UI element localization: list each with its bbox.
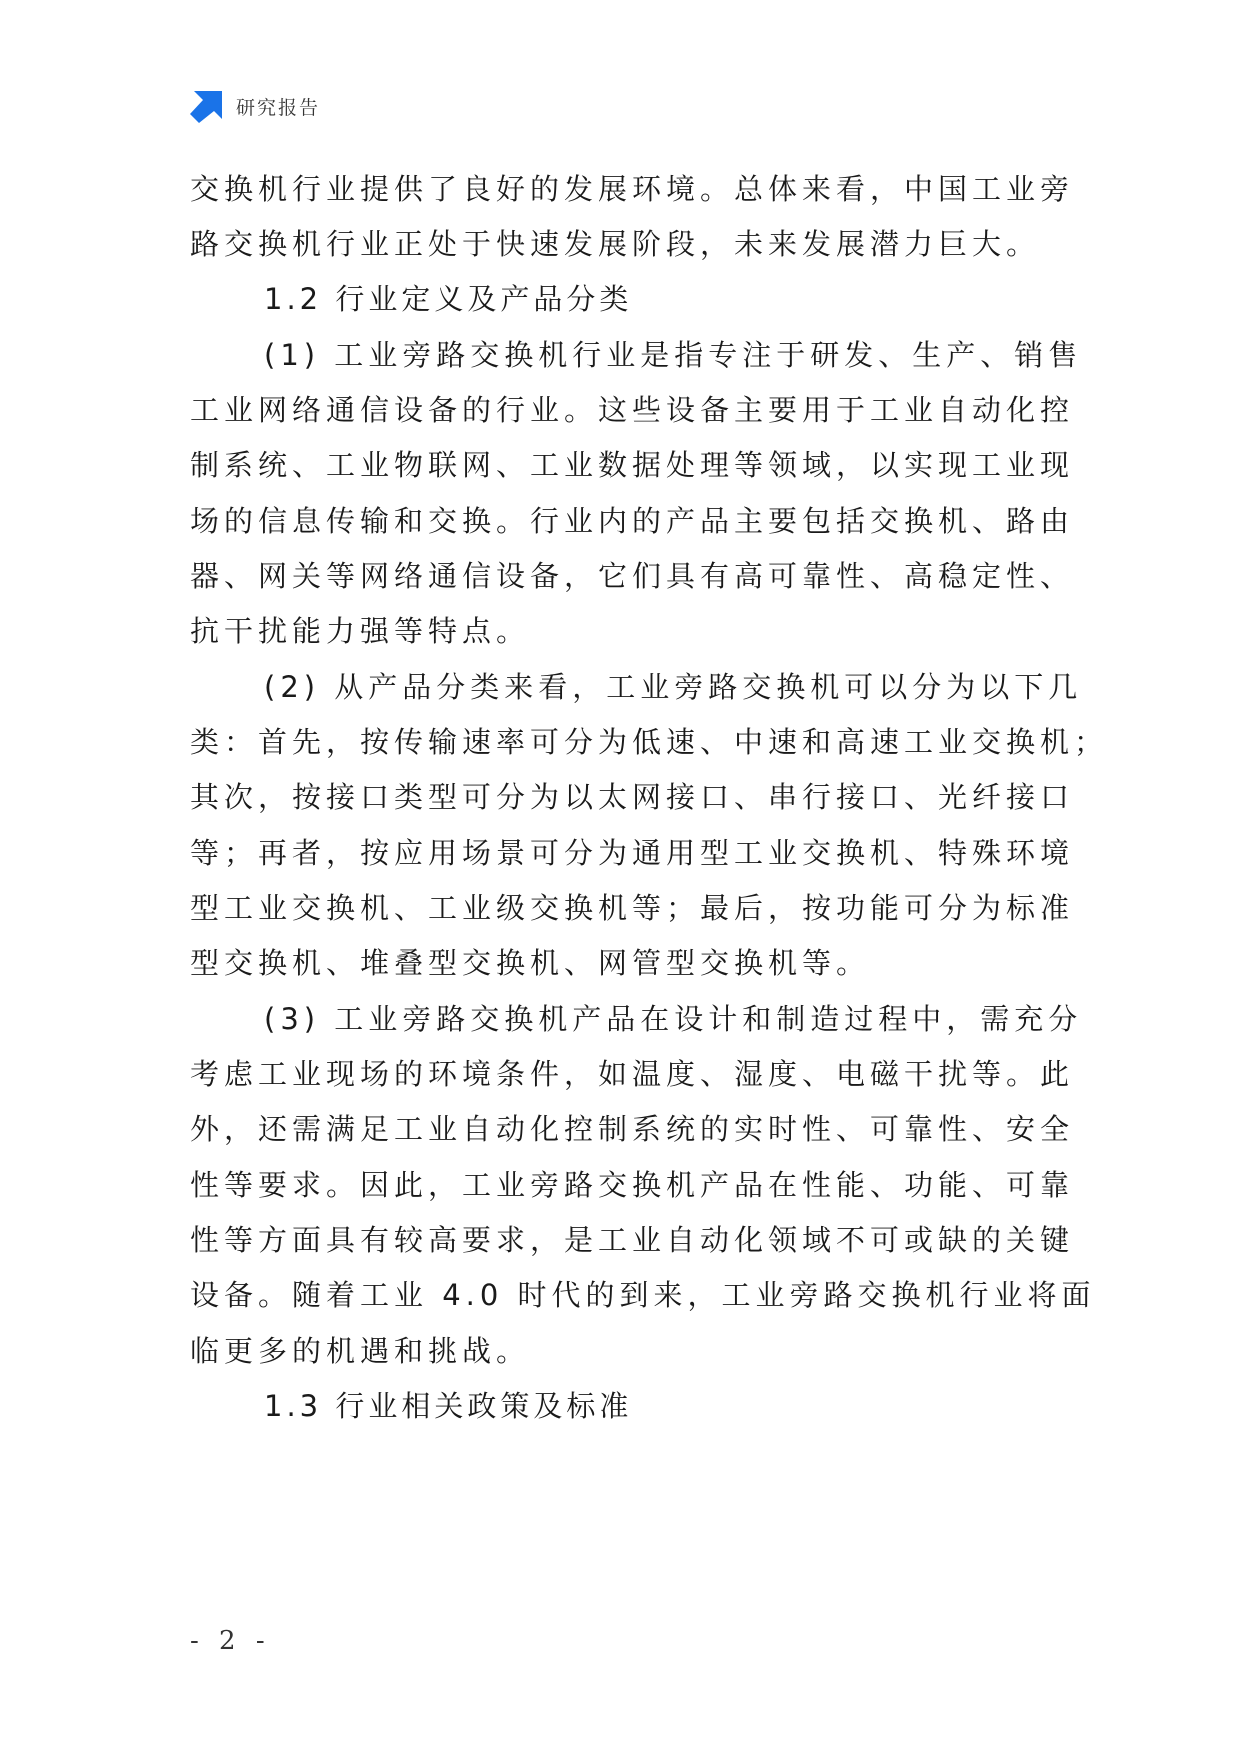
paragraph-line: 制系统、工业物联网、工业数据处理等领域，以实现工业现 [190,448,1075,482]
paragraph-line: 型工业交换机、工业级交换机等；最后，按功能可分为标准 [190,891,1075,925]
report-header [190,88,320,124]
page-number: - 2 - [190,1626,271,1656]
section-heading: 1.2 行业定义及产品分类 [264,282,633,316]
arrow-up-right-icon [190,89,224,123]
paragraph-line: 性等要求。因此，工业旁路交换机产品在性能、功能、可靠 [190,1168,1075,1202]
paragraph-line: (2) 从产品分类来看，工业旁路交换机可以分为以下几 [264,670,1083,704]
paragraph-line: 型交换机、堆叠型交换机、网管型交换机等。 [190,946,871,980]
paragraph-line: 临更多的机遇和挑战。 [190,1334,531,1368]
paragraph-line: 器、网关等网络通信设备，它们具有高可靠性、高稳定性、 [190,559,1075,593]
paragraph-line: 设备。随着工业 4.0 时代的到来，工业旁路交换机行业将面 [190,1278,1096,1312]
paragraph-line: 性等方面具有较高要求，是工业自动化领域不可或缺的关键 [190,1223,1075,1257]
paragraph-line: (1) 工业旁路交换机行业是指专注于研发、生产、销售 [264,338,1083,372]
paragraph-line: 交换机行业提供了良好的发展环境。总体来看，中国工业旁 [190,172,1075,206]
header-title: 研究报告 [236,96,321,119]
paragraph-line: 其次，按接口类型可分为以太网接口、串行接口、光纤接口 [190,780,1075,814]
paragraph-line: 等；再者，按应用场景可分为通用型工业交换机、特殊环境 [190,836,1075,870]
paragraph-line: (3) 工业旁路交换机产品在设计和制造过程中，需充分 [264,1002,1083,1036]
paragraph-line: 抗干扰能力强等特点。 [190,614,531,648]
section-heading: 1.3 行业相关政策及标准 [264,1389,633,1423]
paragraph-line: 考虑工业现场的环境条件，如温度、湿度、电磁干扰等。此 [190,1057,1075,1091]
paragraph-line: 场的信息传输和交换。行业内的产品主要包括交换机、路由 [190,504,1075,538]
paragraph-line: 类：首先，按传输速率可分为低速、中速和高速工业交换机； [190,725,1109,759]
paragraph-line: 路交换机行业正处于快速发展阶段，未来发展潜力巨大。 [190,227,1041,261]
paragraph-line: 工业网络通信设备的行业。这些设备主要用于工业自动化控 [190,393,1075,427]
paragraph-line: 外，还需满足工业自动化控制系统的实时性、可靠性、安全 [190,1112,1075,1146]
